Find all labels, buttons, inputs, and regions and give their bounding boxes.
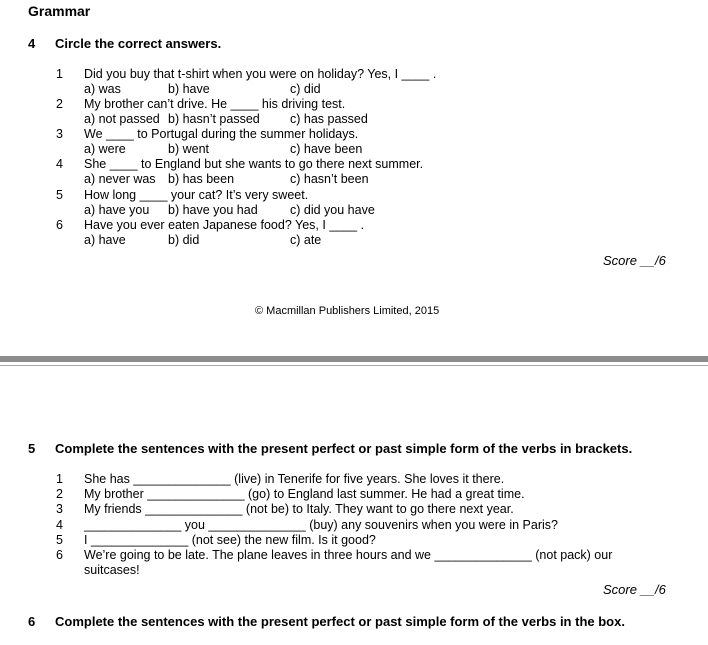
ex4-option-b[interactable]: b) have — [168, 82, 210, 96]
exercise-6-instruction: Complete the sentences with the present perfect or past simple form of the verbs in the box. — [55, 614, 625, 629]
ex4-item-number: 3 — [56, 127, 63, 141]
section-title: Grammar — [28, 3, 91, 19]
ex4-item-number: 1 — [56, 67, 63, 81]
ex4-option-b[interactable]: b) hasn’t passed — [168, 112, 260, 126]
ex4-item-number: 5 — [56, 188, 63, 202]
ex4-item-question: How long ____ your cat? It’s very sweet. — [84, 188, 309, 202]
ex4-option-b[interactable]: b) have you had — [168, 203, 258, 217]
ex5-item-number: 5 — [56, 533, 63, 547]
ex4-item-question: Have you ever eaten Japanese food? Yes, I ____ . — [84, 218, 365, 232]
ex4-option-a[interactable]: a) never was — [84, 172, 156, 186]
ex4-option-c[interactable]: c) has passed — [290, 112, 368, 126]
ex5-item-sentence[interactable]: ______________ you ______________ (buy) any souvenirs when you were in Paris? — [84, 518, 558, 532]
ex5-item-number: 3 — [56, 502, 63, 516]
ex4-item-number: 2 — [56, 97, 63, 111]
ex4-item-question: My brother can’t drive. He ____ his driving test. — [84, 97, 346, 111]
ex4-option-a[interactable]: a) were — [84, 142, 126, 156]
ex5-score: Score __/6 — [603, 582, 666, 597]
ex4-item-number: 4 — [56, 157, 63, 171]
ex5-item-sentence[interactable]: I ______________ (not see) the new film. Is it good? — [84, 533, 376, 547]
page-divider — [0, 356, 708, 362]
ex4-option-a[interactable]: a) not passed — [84, 112, 160, 126]
ex4-option-b[interactable]: b) did — [168, 233, 200, 247]
ex4-score: Score __/6 — [603, 253, 666, 268]
exercise-6-number: 6 — [28, 614, 36, 629]
ex4-option-c[interactable]: c) hasn’t been — [290, 172, 369, 186]
page-divider-line — [0, 365, 708, 366]
ex5-item-sentence[interactable]: My brother ______________ (go) to England last summer. He had a great time. — [84, 487, 525, 501]
ex5-item-sentence[interactable]: She has ______________ (live) in Tenerife for five years. She loves it there. — [84, 472, 505, 486]
ex5-item-number: 4 — [56, 518, 63, 532]
ex5-item-number: 2 — [56, 487, 63, 501]
ex5-item-sentence-continued: suitcases! — [84, 563, 140, 577]
ex4-option-b[interactable]: b) went — [168, 142, 209, 156]
ex4-option-b[interactable]: b) has been — [168, 172, 235, 186]
ex4-option-a[interactable]: a) have — [84, 233, 126, 247]
ex5-item-number: 1 — [56, 472, 63, 486]
ex5-item-sentence[interactable]: We’re going to be late. The plane leaves in three hours and we ______________ (not pack) our — [84, 548, 613, 562]
exercise-5-instruction: Complete the sentences with the present perfect or past simple form of the verbs in brackets. — [55, 441, 633, 456]
ex4-item-question: She ____ to England but she wants to go there next summer. — [84, 157, 424, 171]
ex4-option-c[interactable]: c) ate — [290, 233, 322, 247]
exercise-5-number: 5 — [28, 441, 36, 456]
ex4-option-a[interactable]: a) was — [84, 82, 121, 96]
exercise-4-instruction: Circle the correct answers. — [55, 36, 222, 51]
exercise-4-number: 4 — [28, 36, 36, 51]
ex4-option-c[interactable]: c) did you have — [290, 203, 375, 217]
ex4-item-question: Did you buy that t-shirt when you were on holiday? Yes, I ____ . — [84, 67, 437, 81]
ex4-option-a[interactable]: a) have you — [84, 203, 150, 217]
copyright-notice: © Macmillan Publishers Limited, 2015 — [255, 305, 440, 317]
ex4-option-c[interactable]: c) did — [290, 82, 321, 96]
ex4-option-c[interactable]: c) have been — [290, 142, 363, 156]
ex5-item-number: 6 — [56, 548, 63, 562]
ex5-item-sentence[interactable]: My friends ______________ (not be) to Italy. They want to go there next year. — [84, 502, 514, 516]
ex4-item-number: 6 — [56, 218, 63, 232]
ex4-item-question: We ____ to Portugal during the summer holidays. — [84, 127, 359, 141]
